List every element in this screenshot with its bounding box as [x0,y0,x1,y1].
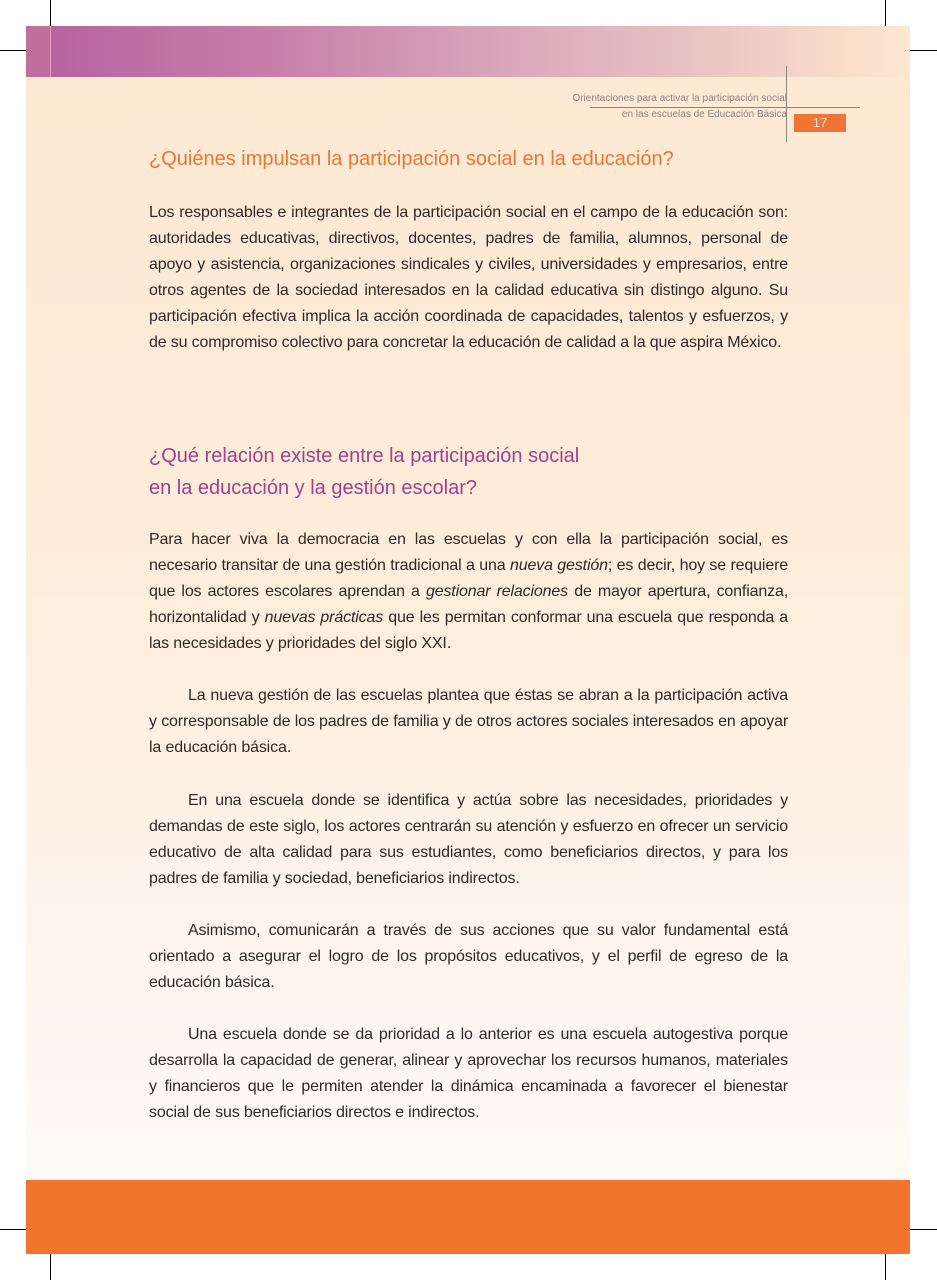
section2-paragraph-5: Una escuela donde se da prioridad a lo anterior es una escuela autogestiva porque desarrolla la capacidad de generar, alinear y aprovechar los recursos humanos, materiales y financieros que le permiten atender la dinámica encaminada a favorecer el bienestar social de sus beneficiarios directos e indirectos. [149,1026,788,1121]
p1-emphasis-gestionar-relaciones: gestionar relaciones [425,583,569,600]
section1-heading: ¿Quiénes impulsan la participación social en la educación? [149,148,674,170]
footer-band [26,1180,910,1254]
p1-text-1: Para hacer viva la democracia en las escuelas y con ella la participación social, es necesario transitar de una gestión tradicional a una [149,531,788,574]
section2-heading [149,440,579,504]
crop-mark-bottom-left-h [0,1229,26,1230]
section2-heading-line1: ¿Qué relación existe entre la participación social [149,445,580,467]
crop-mark-top-left-h [0,50,26,51]
p1-emphasis-nuevas-practicas: nuevas prácticas [264,609,384,626]
p1-emphasis-nueva-gestion: nueva gestión [509,557,608,574]
running-head-line1: Orientaciones para activar la participación social [572,93,787,104]
page-number: 17 [794,114,846,132]
section2-paragraph-2: La nueva gestión de las escuelas plantea que éstas se abran a la participación activa y corresponsable de los padres de familia y de otros actores sociales interesados en apoyar la educación básica. [149,687,788,756]
p1-text-3: de mayor apertura, confianza, horizontalidad y [149,583,789,626]
crop-mark-bottom-right-h [910,1229,937,1230]
p1-text-4: que les permitan conformar una escuela que responda a las necesidades y prioridades del siglo XXI. [149,609,788,652]
crop-mark-top-right-h [910,50,937,51]
crop-mark-top-left-v [50,0,51,26]
p1-text-2: ; es decir, hoy se requiere que los actores escolares aprendan a [149,557,788,600]
running-head [572,91,787,123]
crop-mark-top-right-v [885,0,886,26]
crop-mark-bottom-left-v [50,1254,51,1280]
crop-mark-bottom-right-v [885,1254,886,1280]
section2-paragraph-3: En una escuela donde se identifica y actúa sobre las necesidades, prioridades y demandas de este siglo, los actores centrarán su atención y esfuerzo en ofrecer un servicio educativo de alta calidad para sus estudiantes, como beneficiarios directos, y para los padres de familia y sociedad, beneficiarios indirectos. [149,792,788,887]
section2-paragraph-4: Asimismo, comunicarán a través de sus acciones que su valor fundamental está orientado a asegurar el logro de los propósitos educativos, y el perfil de egreso de la educación básica. [149,922,788,991]
header-left-strip [26,26,51,77]
section2-heading-line2: en la educación y la gestión escolar? [149,477,477,499]
section2-paragraph-1 [149,527,788,657]
header-gradient-band [26,26,910,77]
running-head-line2: en las escuelas de Educación Básica [621,109,787,120]
section1-paragraph: Los responsables e integrantes de la participación social en el campo de la educación son: autoridades educativas, directivos, docentes, padres de familia, alumnos, personal de apoyo y asistencia, organizaciones sindicales y civiles, universidades y empresarios, entre otros agentes de la sociedad interesados en la calidad educativa sin distingo alguno. Su participación efectiva implica la acción coordinada de capacidades, talentos y esfuerzos, y de su compromiso colectivo para concretar la educación de calidad a la que aspira México. [149,204,788,351]
